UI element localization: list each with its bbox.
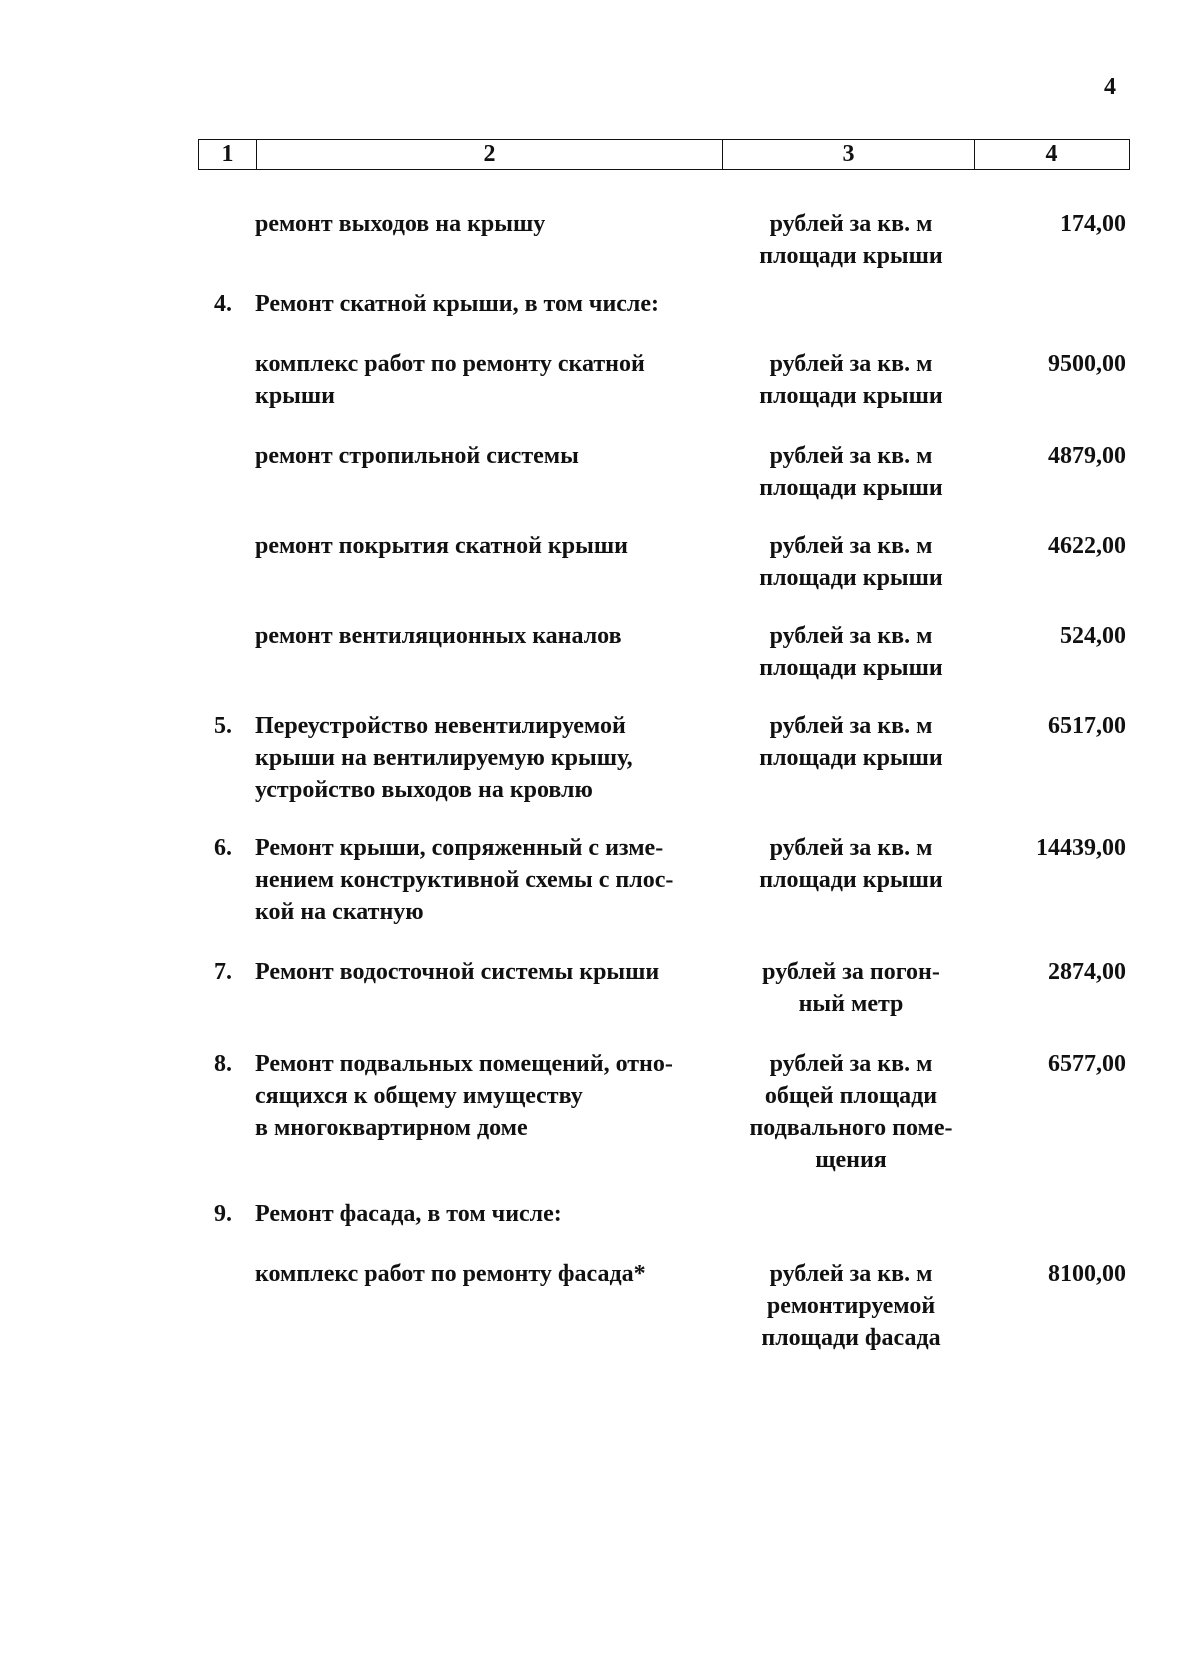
- row-description: Ремонт скатной крыши, в том числе:: [255, 291, 660, 317]
- row-description: комплекс работ по ремонту скатной крыши: [255, 351, 645, 409]
- row-unit: рублей за кв. м общей площади подвального поме- щения: [749, 1051, 953, 1173]
- row-description: Ремонт крыши, сопряженный с изме- нением конструктивной схемы с плос- кой на скатную: [255, 835, 674, 925]
- row-value: 4879,00: [1048, 443, 1126, 469]
- row-value: 174,00: [1060, 211, 1126, 237]
- row-unit: рублей за кв. м площади крыши: [759, 533, 943, 591]
- row-unit: рублей за кв. м площади крыши: [759, 623, 943, 681]
- row-value: 8100,00: [1048, 1261, 1126, 1287]
- row-unit: рублей за кв. м площади крыши: [759, 713, 943, 771]
- row-description: Ремонт подвальных помещений, отно- сящихся к общему имуществу в многоквартирном доме: [255, 1051, 673, 1141]
- row-unit: рублей за кв. м ремонтируемой площади фасада: [761, 1261, 941, 1351]
- row-description: Переустройство невентилируемой крыши на вентилируемую крышу, устройство выходов на кровлю: [255, 713, 633, 803]
- row-unit: рублей за кв. м площади крыши: [759, 351, 943, 409]
- row-unit: рублей за кв. м площади крыши: [759, 443, 943, 501]
- row-description: ремонт стропильной системы: [255, 443, 579, 469]
- row-unit: рублей за кв. м площади крыши: [759, 211, 943, 269]
- row-description: Ремонт фасада, в том числе:: [255, 1201, 562, 1227]
- row-description: Ремонт водосточной системы крыши: [255, 959, 660, 985]
- row-number: 9.: [214, 1201, 232, 1227]
- page-number: 4: [1104, 74, 1116, 100]
- row-unit: рублей за погон- ный метр: [762, 959, 940, 1017]
- row-description: комплекс работ по ремонту фасада*: [255, 1261, 646, 1287]
- row-description: ремонт покрытия скатной крыши: [255, 533, 628, 559]
- row-number: 6.: [214, 835, 232, 861]
- row-value: 4622,00: [1048, 533, 1126, 559]
- row-value: 6577,00: [1048, 1051, 1126, 1077]
- row-number: 5.: [214, 713, 232, 739]
- row-number: 8.: [214, 1051, 232, 1077]
- column-header-3: 3: [723, 140, 975, 169]
- row-value: 524,00: [1060, 623, 1126, 649]
- column-header-2: 2: [257, 140, 723, 169]
- row-description: ремонт выходов на крышу: [255, 211, 546, 237]
- row-value: 14439,00: [1036, 835, 1126, 861]
- row-description: ремонт вентиляционных каналов: [255, 623, 622, 649]
- row-unit: рублей за кв. м площади крыши: [759, 835, 943, 893]
- column-header-1: 1: [199, 140, 257, 169]
- row-value: 2874,00: [1048, 959, 1126, 985]
- row-value: 9500,00: [1048, 351, 1126, 377]
- row-number: 4.: [214, 291, 232, 317]
- column-header-row: [198, 139, 1130, 170]
- row-value: 6517,00: [1048, 713, 1126, 739]
- row-number: 7.: [214, 959, 232, 985]
- column-header-4: 4: [1045, 141, 1058, 167]
